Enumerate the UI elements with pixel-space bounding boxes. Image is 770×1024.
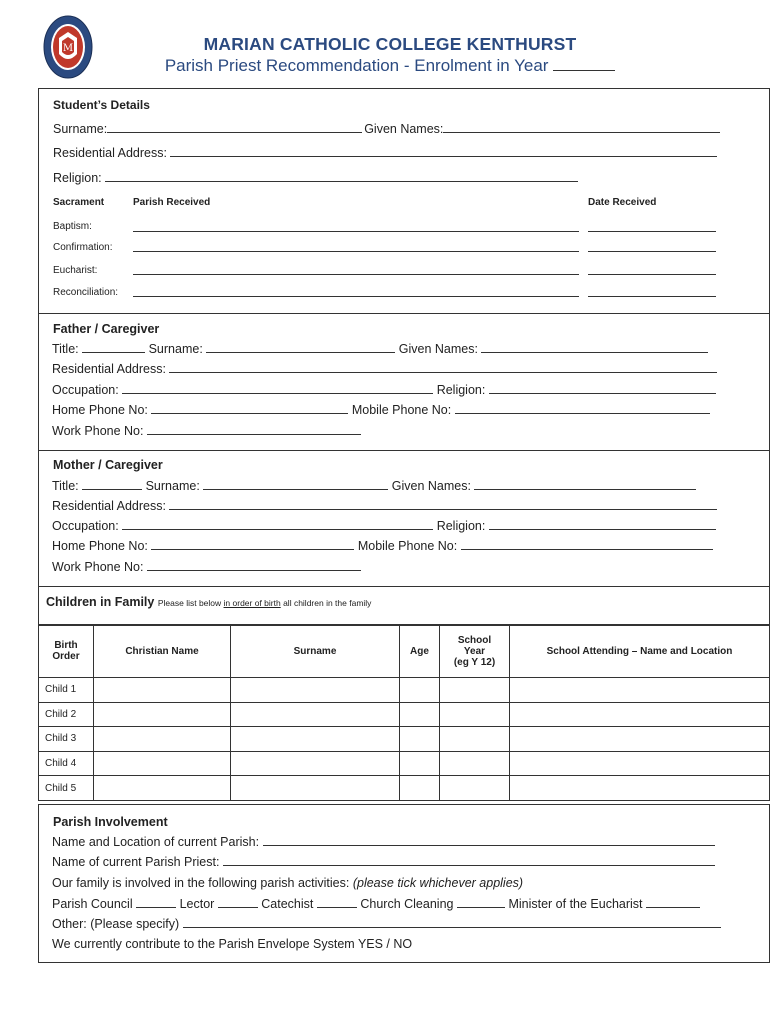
father-address-row: Residential Address: bbox=[52, 361, 717, 377]
student-address-row: Residential Address: bbox=[53, 145, 717, 161]
father-heading: Father / Caregiver bbox=[53, 322, 160, 336]
student-address-input[interactable] bbox=[170, 145, 717, 157]
mother-home-input[interactable] bbox=[151, 538, 354, 550]
mother-title-row: Title: Surname: Given Names: bbox=[52, 478, 696, 494]
th-christian-name: Christian Name bbox=[94, 625, 231, 678]
parish-location-row: Name and Location of current Parish: bbox=[52, 834, 715, 850]
child-christian-cell[interactable] bbox=[94, 678, 231, 703]
confirmation-parish-input[interactable] bbox=[133, 251, 579, 252]
child-age-cell[interactable] bbox=[400, 751, 440, 776]
mother-given-input[interactable] bbox=[474, 478, 696, 490]
father-work-input[interactable] bbox=[147, 423, 361, 435]
form-subtitle: Parish Priest Recommendation - Enrolment in Year bbox=[5, 56, 770, 76]
parish-activities-options: Parish Council Lector Catechist Church Cleaning Minister of the Eucharist bbox=[52, 896, 700, 912]
father-mobile-input[interactable] bbox=[455, 402, 710, 414]
father-given-input[interactable] bbox=[481, 341, 708, 353]
church-cleaning-tick[interactable] bbox=[457, 896, 505, 908]
father-occupation-row: Occupation: Religion: bbox=[52, 382, 716, 398]
reconciliation-date-input[interactable] bbox=[588, 296, 716, 297]
parish-other-row: Other: (Please specify) bbox=[52, 916, 721, 932]
parish-location-input[interactable] bbox=[263, 834, 715, 846]
col-parish-received: Parish Received bbox=[133, 197, 211, 208]
svg-text:M: M bbox=[62, 43, 74, 54]
col-date-received: Date Received bbox=[588, 197, 657, 208]
mother-address-row: Residential Address: bbox=[52, 498, 717, 514]
child-christian-cell[interactable] bbox=[94, 727, 231, 752]
confirmation-date-input[interactable] bbox=[588, 251, 716, 252]
student-heading: Student’s Details bbox=[53, 98, 150, 112]
children-table-header bbox=[39, 625, 770, 678]
children-heading-row bbox=[46, 594, 371, 611]
th-birth-order: Birth Order bbox=[39, 625, 94, 678]
parish-priest-input[interactable] bbox=[223, 854, 715, 866]
th-school-year: School Year (eg Y 12) bbox=[440, 625, 510, 678]
student-surname-input[interactable] bbox=[107, 121, 362, 133]
baptism-date-input[interactable] bbox=[588, 231, 716, 232]
child-school-cell[interactable] bbox=[510, 702, 770, 727]
child-label: Child 2 bbox=[39, 702, 94, 727]
child-year-cell[interactable] bbox=[440, 776, 510, 801]
table-row bbox=[39, 678, 770, 703]
father-work-row: Work Phone No: bbox=[52, 423, 361, 439]
table-row bbox=[39, 727, 770, 752]
child-year-cell[interactable] bbox=[440, 678, 510, 703]
mother-occupation-row: Occupation: Religion: bbox=[52, 518, 716, 534]
mother-surname-input[interactable] bbox=[203, 478, 388, 490]
child-age-cell[interactable] bbox=[400, 702, 440, 727]
student-religion-row: Religion: bbox=[53, 170, 578, 186]
children-note: Please list below in order of birth all children in the family bbox=[157, 598, 372, 608]
child-label: Child 4 bbox=[39, 751, 94, 776]
child-year-cell[interactable] bbox=[440, 727, 510, 752]
eucharist-date-input[interactable] bbox=[588, 274, 716, 275]
table-row bbox=[39, 776, 770, 801]
eucharist-parish-input[interactable] bbox=[133, 274, 579, 275]
mother-work-row: Work Phone No: bbox=[52, 559, 361, 575]
reconciliation-parish-input[interactable] bbox=[133, 296, 579, 297]
child-school-cell[interactable] bbox=[510, 727, 770, 752]
child-school-cell[interactable] bbox=[510, 751, 770, 776]
th-surname: Surname bbox=[231, 625, 400, 678]
sacrament-baptism: Baptism: bbox=[53, 221, 92, 232]
child-year-cell[interactable] bbox=[440, 702, 510, 727]
child-label: Child 5 bbox=[39, 776, 94, 801]
children-heading: Children in Family bbox=[46, 595, 155, 609]
child-surname-cell[interactable] bbox=[231, 678, 400, 703]
parish-heading: Parish Involvement bbox=[53, 815, 168, 829]
child-year-cell[interactable] bbox=[440, 751, 510, 776]
sacrament-confirmation: Confirmation: bbox=[53, 242, 113, 253]
parish-envelope-row: We currently contribute to the Parish Envelope System YES / NO bbox=[52, 937, 413, 951]
mother-phone-row: Home Phone No: Mobile Phone No: bbox=[52, 538, 713, 554]
child-school-cell[interactable] bbox=[510, 678, 770, 703]
mother-mobile-input[interactable] bbox=[461, 538, 713, 550]
table-row bbox=[39, 751, 770, 776]
minister-tick[interactable] bbox=[646, 896, 700, 908]
child-christian-cell[interactable] bbox=[94, 776, 231, 801]
col-sacrament: Sacrament bbox=[53, 197, 105, 208]
student-surname-row: Surname: Given Names: bbox=[53, 121, 720, 137]
father-religion-input[interactable] bbox=[489, 382, 716, 394]
child-school-cell[interactable] bbox=[510, 776, 770, 801]
father-home-input[interactable] bbox=[151, 402, 348, 414]
mother-address-input[interactable] bbox=[169, 498, 717, 510]
child-surname-cell[interactable] bbox=[231, 776, 400, 801]
sacrament-eucharist: Eucharist: bbox=[53, 265, 98, 276]
mother-religion-input[interactable] bbox=[489, 518, 716, 530]
father-address-input[interactable] bbox=[169, 361, 717, 373]
father-title-input[interactable] bbox=[82, 341, 145, 353]
parish-priest-row: Name of current Parish Priest: bbox=[52, 854, 715, 870]
mother-title-input[interactable] bbox=[82, 478, 142, 490]
child-label: Child 1 bbox=[39, 678, 94, 703]
table-row bbox=[39, 702, 770, 727]
student-religion-input[interactable] bbox=[105, 170, 578, 182]
parish-council-tick[interactable] bbox=[136, 896, 176, 908]
father-title-row: Title: Surname: Given Names: bbox=[52, 341, 708, 357]
father-surname-input[interactable] bbox=[206, 341, 395, 353]
child-age-cell[interactable] bbox=[400, 776, 440, 801]
children-table bbox=[38, 624, 770, 801]
parish-other-input[interactable] bbox=[183, 916, 721, 928]
lector-tick[interactable] bbox=[218, 896, 258, 908]
child-surname-cell[interactable] bbox=[231, 727, 400, 752]
sacrament-reconciliation: Reconciliation: bbox=[53, 287, 119, 298]
child-christian-cell[interactable] bbox=[94, 702, 231, 727]
father-occupation-input[interactable] bbox=[122, 382, 433, 394]
th-school-attending: School Attending – Name and Location bbox=[510, 625, 770, 678]
child-christian-cell[interactable] bbox=[94, 751, 231, 776]
child-age-cell[interactable] bbox=[400, 727, 440, 752]
child-surname-cell[interactable] bbox=[231, 702, 400, 727]
child-surname-cell[interactable] bbox=[231, 751, 400, 776]
baptism-parish-input[interactable] bbox=[133, 231, 579, 232]
catechist-tick[interactable] bbox=[317, 896, 357, 908]
father-phone-row: Home Phone No: Mobile Phone No: bbox=[52, 402, 710, 418]
child-age-cell[interactable] bbox=[400, 678, 440, 703]
mother-heading: Mother / Caregiver bbox=[53, 458, 163, 472]
child-label: Child 3 bbox=[39, 727, 94, 752]
student-given-input[interactable] bbox=[443, 121, 720, 133]
mother-work-input[interactable] bbox=[147, 559, 361, 571]
school-title: MARIAN CATHOLIC COLLEGE KENTHURST bbox=[203, 34, 577, 54]
th-age: Age bbox=[400, 625, 440, 678]
parish-activities-row: Our family is involved in the following parish activities: (please tick whichever applies) bbox=[52, 876, 524, 890]
mother-occupation-input[interactable] bbox=[122, 518, 433, 530]
